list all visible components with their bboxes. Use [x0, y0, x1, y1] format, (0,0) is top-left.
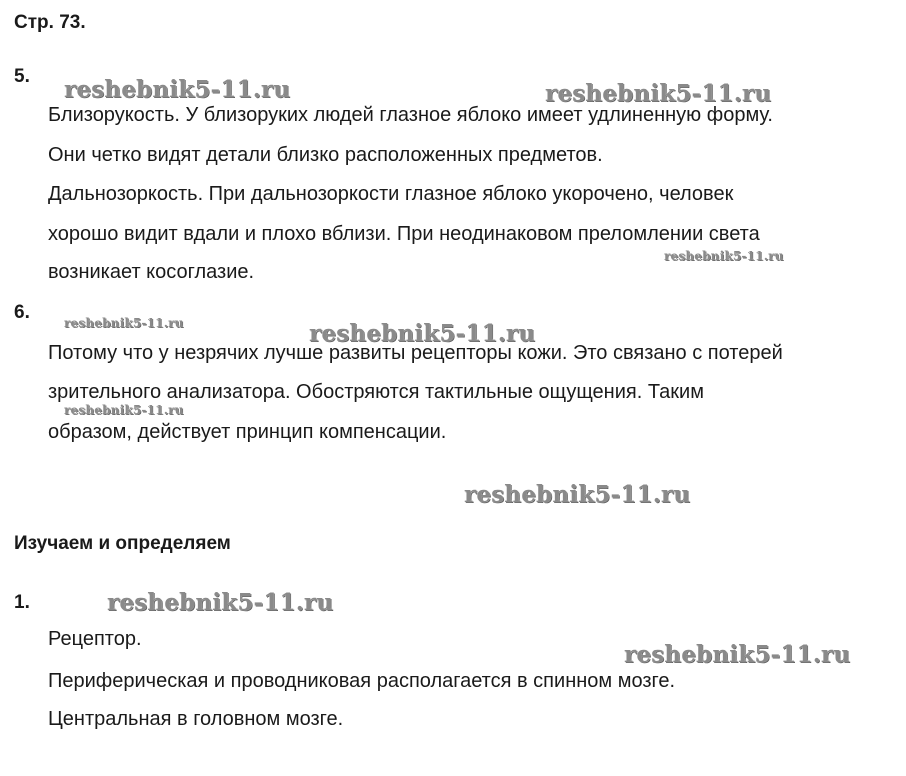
answer-6-line-1: Потому что у незрячих лучше развиты рецепторы кожи. Это связано с потерей	[48, 342, 783, 364]
answer-5-line-5: возникает косоглазие.	[48, 261, 255, 283]
answer-1-line-3: Центральная в головном мозге.	[48, 708, 344, 730]
answer-1-line-1: Рецептор.	[48, 628, 142, 650]
watermark: reshebnik5-11.ru	[624, 641, 851, 668]
watermark: reshebnik5-11.ru	[309, 320, 536, 347]
answer-5-line-1: Близорукость. У близоруких людей глазное яблоко имеет удлиненную форму.	[48, 104, 773, 126]
question-number-1: 1.	[14, 592, 30, 613]
question-number-6: 6.	[14, 302, 30, 323]
answer-6-line-3: образом, действует принцип компенсации.	[48, 421, 447, 443]
answer-1-line-2: Периферическая и проводниковая располагается в спинном мозге.	[48, 670, 676, 692]
answer-5-line-4: хорошо видит вдали и плохо вблизи. При неодинаковом преломлении света	[48, 223, 760, 245]
answer-5-line-2: Они четко видят детали близко расположенных предметов.	[48, 144, 603, 166]
watermark: reshebnik5-11.ru	[107, 589, 334, 616]
question-number-5: 5.	[14, 66, 30, 87]
answer-6-line-2: зрительного анализатора. Обостряются тактильные ощущения. Таким	[48, 381, 704, 403]
watermark: reshebnik5-11.ru	[464, 481, 691, 508]
watermark: reshebnik5-11.ru	[64, 403, 184, 417]
watermark: reshebnik5-11.ru	[64, 316, 184, 330]
answer-5-line-3: Дальнозоркость. При дальнозоркости глазное яблоко укорочено, человек	[48, 183, 734, 205]
page-header: Стр. 73.	[14, 12, 86, 33]
watermark: reshebnik5-11.ru	[545, 80, 772, 107]
watermark: reshebnik5-11.ru	[64, 76, 291, 103]
watermark: reshebnik5-11.ru	[664, 249, 784, 263]
section-title: Изучаем и определяем	[14, 533, 231, 554]
